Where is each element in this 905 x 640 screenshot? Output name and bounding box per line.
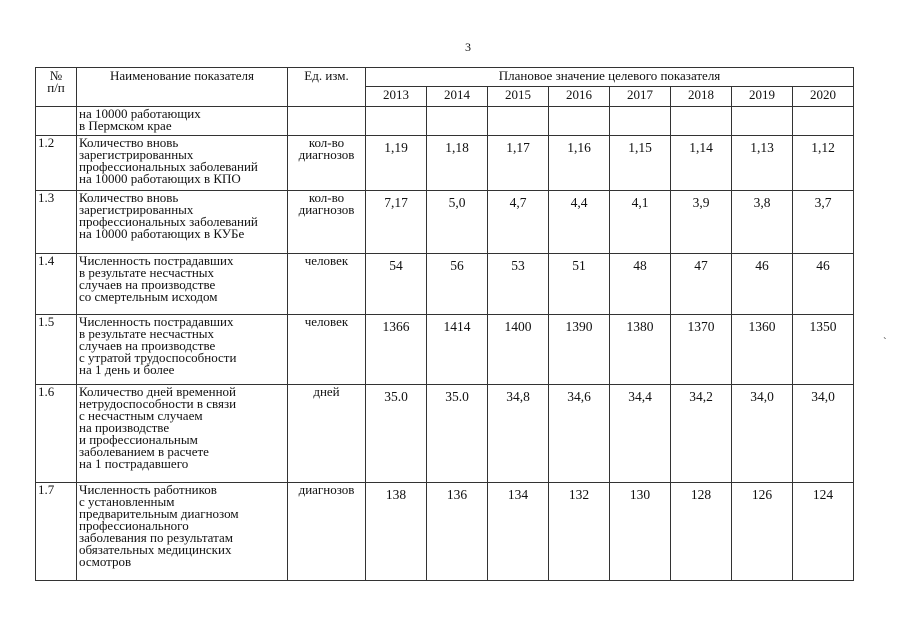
indicator-unit: дней [288,385,366,483]
plan-value: 1,19 [366,136,427,191]
plan-value: 1,16 [549,136,610,191]
table-row [36,385,854,483]
plan-value: 132 [549,483,610,581]
row-number: 1.6 [36,385,77,483]
header-name: Наименование показателя [77,68,288,107]
plan-value: 1350 [793,315,854,385]
plan-value: 34,2 [671,385,732,483]
plan-value: 1366 [366,315,427,385]
plan-value: 1400 [488,315,549,385]
indicator-name: Количество дней временной нетрудоспособности в связи с несчастным случаем на производстве и профессиональным заболеванием в расчете на 1 пострадавшего [77,385,288,483]
plan-value: 7,17 [366,191,427,254]
plan-value: 4,4 [549,191,610,254]
indicator-unit: кол-во диагнозов [288,191,366,254]
plan-value: 3,9 [671,191,732,254]
plan-value: 1370 [671,315,732,385]
plan-value [793,107,854,136]
plan-value: 136 [427,483,488,581]
table-row [36,483,854,581]
plan-value: 3,7 [793,191,854,254]
indicator-unit: кол-во диагнозов [288,136,366,191]
table-row [36,191,854,254]
plan-value: 35.0 [427,385,488,483]
plan-value: 1,17 [488,136,549,191]
table-row [36,136,854,191]
plan-value: 3,8 [732,191,793,254]
plan-value: 46 [732,254,793,315]
header-year: 2014 [427,87,488,107]
header-unit: Ед. изм. [288,68,366,107]
indicator-name: Численность пострадавших в результате несчастных случаев на производстве с утратой трудоспособности на 1 день и более [77,315,288,385]
stray-mark: ` [883,336,887,348]
indicator-name: на 10000 работающих в Пермском крае [77,107,288,136]
plan-value: 51 [549,254,610,315]
plan-value: 35.0 [366,385,427,483]
plan-value: 1,18 [427,136,488,191]
row-number: 1.2 [36,136,77,191]
plan-value [549,107,610,136]
plan-value: 130 [610,483,671,581]
plan-value: 138 [366,483,427,581]
plan-value: 34,4 [610,385,671,483]
row-number [36,107,77,136]
plan-value: 54 [366,254,427,315]
indicator-unit: человек [288,254,366,315]
plan-value: 4,7 [488,191,549,254]
plan-value: 124 [793,483,854,581]
plan-value [488,107,549,136]
plan-value: 126 [732,483,793,581]
plan-value: 1380 [610,315,671,385]
plan-value [427,107,488,136]
plan-value: 1,14 [671,136,732,191]
row-number: 1.5 [36,315,77,385]
plan-value: 1,13 [732,136,793,191]
plan-value: 53 [488,254,549,315]
row-number: 1.4 [36,254,77,315]
plan-value: 134 [488,483,549,581]
indicator-name: Количество вновь зарегистрированных профессиональных заболеваний на 10000 работающих в КПО [77,136,288,191]
header-num: № п/п [36,68,77,107]
plan-value: 34,6 [549,385,610,483]
indicator-unit [288,107,366,136]
plan-value: 1360 [732,315,793,385]
indicator-unit: человек [288,315,366,385]
plan-value: 34,0 [732,385,793,483]
plan-value [671,107,732,136]
plan-value: 1,15 [610,136,671,191]
row-number: 1.3 [36,191,77,254]
plan-value: 1390 [549,315,610,385]
plan-value: 47 [671,254,732,315]
header-year: 2020 [793,87,854,107]
plan-value: 48 [610,254,671,315]
indicators-table [35,67,854,581]
header-year: 2017 [610,87,671,107]
indicator-unit: диагнозов [288,483,366,581]
row-number: 1.7 [36,483,77,581]
plan-value [610,107,671,136]
table-row [36,107,854,136]
plan-value: 128 [671,483,732,581]
header-plan: Плановое значение целевого показателя [366,68,854,87]
plan-value: 5,0 [427,191,488,254]
plan-value: 56 [427,254,488,315]
plan-value [732,107,793,136]
plan-value: 46 [793,254,854,315]
header-row-main [36,68,854,87]
plan-value: 1,12 [793,136,854,191]
table-row [36,315,854,385]
indicator-name: Количество вновь зарегистрированных профессиональных заболеваний на 10000 работающих в КУБе [77,191,288,254]
header-year: 2015 [488,87,549,107]
indicator-name: Численность работников с установленным предварительным диагнозом профессионального заболевания по результатам обязательных медицинских осмотров [77,483,288,581]
indicator-name: Численность пострадавших в результате несчастных случаев на производстве со смертельным исходом [77,254,288,315]
table-row [36,254,854,315]
header-year: 2016 [549,87,610,107]
plan-value: 1414 [427,315,488,385]
plan-value: 34,0 [793,385,854,483]
header-year: 2018 [671,87,732,107]
header-year: 2019 [732,87,793,107]
header-year: 2013 [366,87,427,107]
page-number: 3 [465,40,471,54]
plan-value: 4,1 [610,191,671,254]
plan-value: 34,8 [488,385,549,483]
plan-value [366,107,427,136]
